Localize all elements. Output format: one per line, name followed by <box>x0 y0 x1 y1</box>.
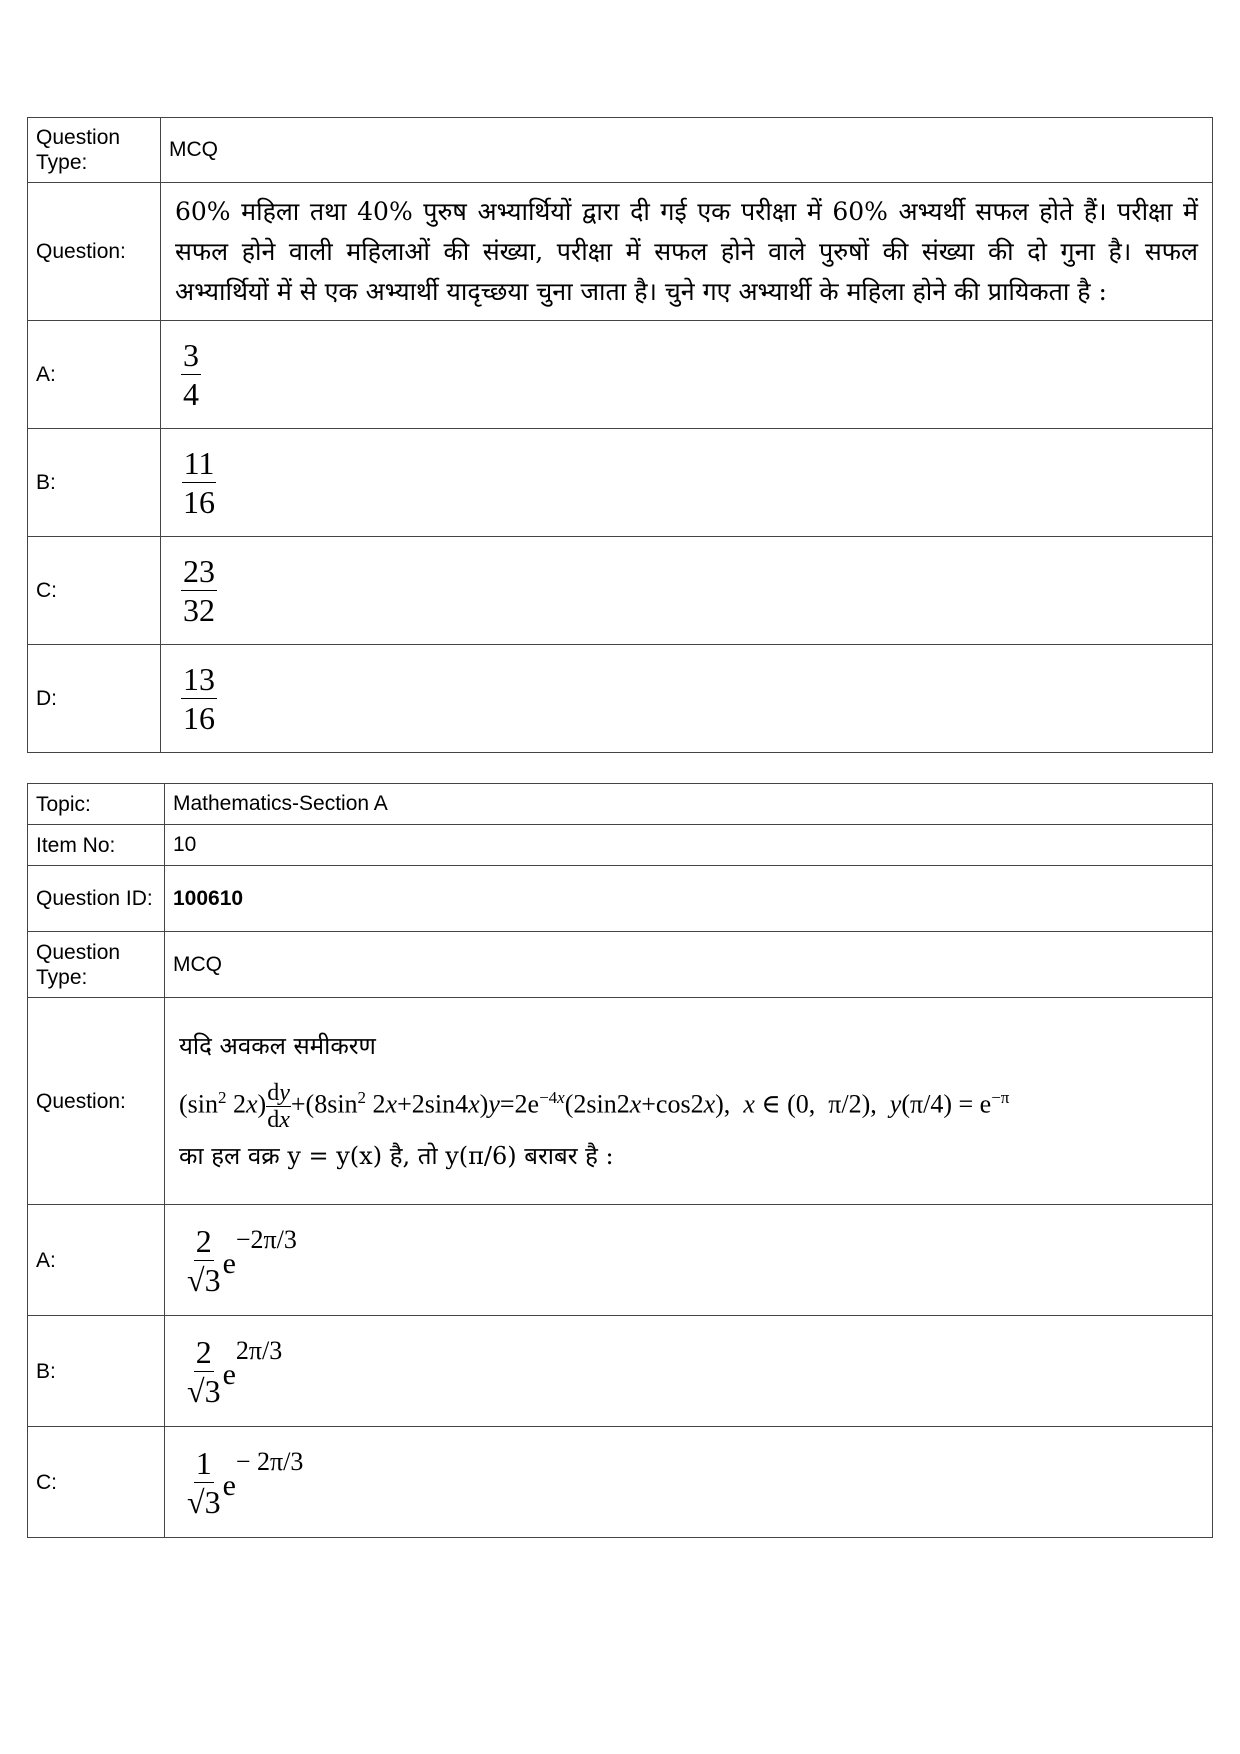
option-label-a: A: <box>28 1205 165 1316</box>
denominator: √3 <box>187 1372 221 1409</box>
denominator: 16 <box>183 700 215 736</box>
option-label-d: D: <box>28 645 161 753</box>
numerator: 13 <box>183 661 215 697</box>
numerator: 1 <box>195 1444 212 1481</box>
topic-value: Mathematics-Section A <box>165 784 1213 825</box>
question-label: Question: <box>28 998 165 1205</box>
fraction <box>181 444 217 521</box>
option-label-b: B: <box>28 429 161 537</box>
numerator: 2 <box>195 1333 212 1370</box>
question-type-label: Question Type: <box>28 118 161 183</box>
exponent: 2π/3 <box>235 1336 283 1365</box>
question-table-1 <box>27 117 1213 753</box>
option-a <box>161 321 1213 429</box>
option-c <box>165 1427 1213 1538</box>
option-label-b: B: <box>28 1316 165 1427</box>
option-c <box>161 537 1213 645</box>
denominator: 16 <box>183 484 215 520</box>
option-a <box>165 1205 1213 1316</box>
question-label: Question: <box>28 183 161 321</box>
numerator: 2 <box>195 1222 212 1259</box>
denominator: √3 <box>187 1483 221 1520</box>
denominator: 32 <box>183 592 215 628</box>
denominator: √3 <box>187 1261 221 1298</box>
fraction <box>181 552 217 629</box>
question-conclusion: का हल वक्र y = y(x) है, तो y(π/6) बराबर है : <box>179 1142 614 1171</box>
exponential <box>222 1336 283 1392</box>
denominator: 4 <box>183 376 199 412</box>
fraction <box>185 1444 223 1521</box>
fraction <box>181 660 217 737</box>
exponential <box>222 1447 304 1503</box>
option-b <box>165 1316 1213 1427</box>
option-b <box>161 429 1213 537</box>
item-no-label: Item No: <box>28 825 165 866</box>
question-type-label: Question Type: <box>28 932 165 998</box>
question-type-value: MCQ <box>161 118 1213 183</box>
question-id-label: Question ID: <box>28 866 165 932</box>
numerator: 23 <box>183 553 215 589</box>
exp-base: e <box>222 1358 236 1391</box>
numerator: 3 <box>183 337 199 373</box>
item-no-value: 10 <box>165 825 1213 866</box>
option-label-c: C: <box>28 537 161 645</box>
exponential <box>222 1225 297 1281</box>
question-intro: यदि अवकल समीकरण <box>179 1031 376 1060</box>
numerator: 11 <box>183 445 215 481</box>
question-content <box>165 998 1213 1205</box>
exp-base: e <box>222 1469 236 1502</box>
exp-base: e <box>222 1247 236 1280</box>
option-label-a: A: <box>28 321 161 429</box>
question-table-2 <box>27 783 1213 1538</box>
option-d <box>161 645 1213 753</box>
exponent: −2π/3 <box>235 1225 297 1254</box>
differential-equation: ($\sin^2$ 2x) $\frac{dy}{dx}$ $+(8\sin^2$ $2x+2\sin 4x)y=2e^{-4x}(2\sin 2x+\cos 2x)$, x ∈ (0, π/2), $y(\pi/4) = e^{-\pi}$ <box>179 1079 1010 1133</box>
fraction <box>185 1333 223 1410</box>
option-label-c: C: <box>28 1427 165 1538</box>
exponent: − 2π/3 <box>235 1447 304 1476</box>
fraction <box>181 336 201 413</box>
topic-label: Topic: <box>28 784 165 825</box>
question-text: 60% महिला तथा 40% पुरुष अभ्यार्थियों द्वारा दी गई एक परीक्षा में 60% अभ्यर्थी सफल होते हैं। परीक्षा में सफल होने वाली महिलाओं की संख्या, परीक्षा में सफल होने वाले पुरुषों की संख्या की दो गुना है। सफल अभ्यार्थियों में से एक अभ्यार्थी यादृच्छया चुना जाता है। चुने गए अभ्यार्थी के महिला होने की प्रायिकता है : <box>161 183 1213 321</box>
question-id-value: 100610 <box>165 866 1213 932</box>
fraction <box>185 1222 223 1299</box>
question-type-value: MCQ <box>165 932 1213 998</box>
